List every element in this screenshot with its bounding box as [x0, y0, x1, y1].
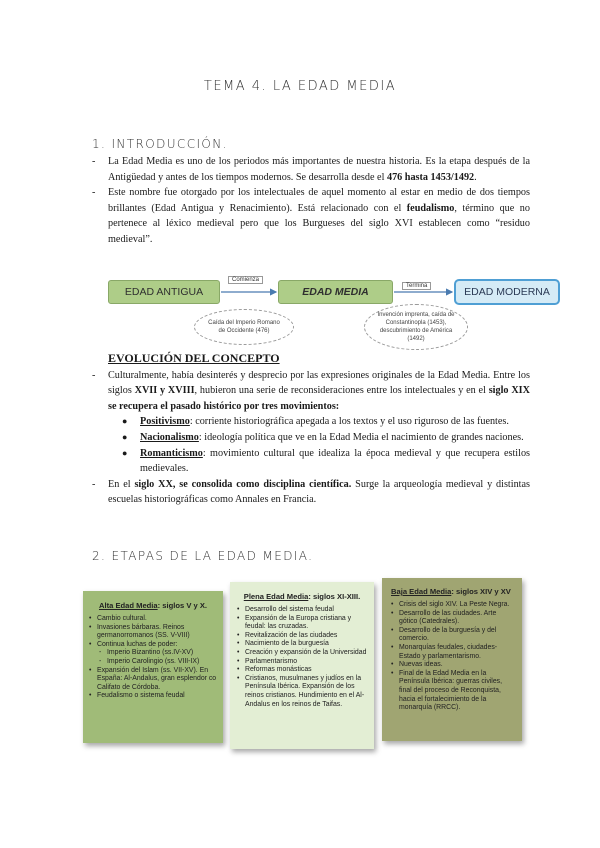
evolucion-paragraph-1	[92, 368, 530, 415]
dash-bullet: -	[92, 369, 96, 381]
panel-title-name: Alta Edad Media	[98, 601, 158, 610]
panel-item-text: Revitalización de las ciudades	[245, 631, 338, 639]
bullet-icon: •	[89, 623, 92, 631]
evolucion-section	[92, 351, 530, 508]
panel-title-suffix: : siglos XIV y XV	[451, 587, 511, 596]
bullet-icon: •	[237, 657, 240, 665]
panel-list-item	[89, 624, 217, 641]
edad-moderna-box: EDAD MODERNA	[454, 279, 560, 305]
panel-item-text: Desarrollo de la burguesía y del comercio.	[399, 626, 497, 643]
document-title: TEMA 4. LA EDAD MEDIA	[203, 79, 397, 94]
paragraph-text: Surge la arqueología medieval y distintas escuelas historiográficas como Annales en Francia.	[108, 478, 531, 506]
panel-list-item	[237, 615, 367, 632]
panel-list-item	[89, 641, 217, 650]
bullet-icon: •	[391, 643, 394, 651]
paragraph-text: En el	[108, 478, 135, 490]
panel-item-text: Desarrollo del sistema feudal	[245, 606, 334, 613]
bullet-dot-icon: ●	[122, 431, 128, 442]
panel-title-suffix: : siglos V y X.	[157, 601, 208, 610]
inicio-note	[194, 309, 294, 345]
panel-item-text: Cambio cultural.	[97, 615, 147, 622]
panel-item-text: Desarrollo de las ciudades. Arte gótico (Catedrales).	[399, 609, 497, 626]
paragraph-bold-text: siglo XX, se consolida como disciplina científica.	[134, 478, 352, 490]
panel-item-text: Feudalismo o sistema feudal	[97, 692, 185, 700]
panel-item-text: Expansión del Islam (ss. VII-XV). En España: Al-Andalus, gran esplendor co Califato de Córdoba.	[97, 666, 217, 691]
bullet-icon: •	[391, 669, 394, 677]
panel-item-text: Crisis del siglo XIV. La Peste Negra.	[399, 601, 510, 608]
movement-name: Romanticismo	[140, 447, 203, 459]
intro-paragraph-2	[92, 185, 530, 247]
panel-list-item	[89, 615, 217, 624]
panel-item-text: Nacimiento de la burguesía	[245, 640, 329, 648]
bullet-dot-icon: ●	[122, 447, 128, 458]
panel-title	[237, 592, 367, 601]
panel-list-item	[391, 644, 514, 661]
bullet-icon: •	[237, 606, 240, 613]
panel-list-item	[391, 610, 514, 627]
panel-list-item	[237, 649, 367, 658]
bullet-icon: •	[237, 631, 240, 639]
paragraph-text: Este nombre fue otorgado por los intelectuales de aquel momento al estar en medio de dos tiempos brillantes (Edad Antigua y Renacimiento). Está relacionado con el	[108, 187, 530, 214]
bullet-icon: -	[99, 657, 102, 665]
panel-list-item	[89, 649, 217, 658]
evolucion-paragraph-2	[92, 477, 530, 508]
bullet-icon: •	[89, 615, 92, 622]
bullet-icon: •	[237, 640, 240, 648]
panel-title-suffix: : siglos XI-XIII.	[308, 592, 361, 601]
movement-desc: : movimiento cultural que idealiza la época medieval y que recupera estilos medievales.	[140, 447, 530, 475]
panel-item-text: Continua luchas de poder:	[97, 640, 178, 648]
panel-list-item	[89, 658, 217, 667]
panel-item-text: Final de la Edad Media en la Península Ibérica: guerras civiles, final del proceso de Reconquista, hacia el fortalecimiento de la monarquía (RRCC).	[399, 669, 503, 712]
bullet-icon: •	[237, 666, 240, 674]
panel-item-text: Imperio Carolingio (ss. VIII-IX)	[107, 657, 200, 665]
comienza-label: Comienza	[228, 276, 263, 284]
bullet-icon: •	[391, 601, 394, 608]
panel-list-item	[391, 661, 514, 670]
panel-item-text: Expansión de la Europa cristiana y feudal: las cruzadas.	[245, 614, 352, 631]
panel-item-text: Creación y expansión de la Universidad	[245, 648, 367, 656]
panel-list-item	[391, 670, 514, 713]
evolucion-heading: EVOLUCIÓN DEL CONCEPTO	[108, 351, 280, 365]
paragraph-text: Culturalmente, había desinterés y desprecio por las expresiones originales de la Edad Media. Entre los siglos	[108, 369, 530, 397]
movement-name: Positivismo	[140, 416, 190, 428]
panel-title	[391, 587, 514, 596]
bullet-icon: •	[391, 661, 394, 669]
movement-item	[92, 446, 530, 477]
alta-edad-media-panel	[83, 591, 223, 743]
baja-edad-media-panel	[382, 578, 522, 741]
panel-list-item	[89, 692, 217, 701]
edad-media-box: EDAD MEDIA	[278, 280, 393, 304]
panel-item-text: Nuevas ideas.	[399, 661, 443, 669]
edad-antigua-box: EDAD ANTIGUA	[108, 280, 220, 304]
panel-list-item	[237, 632, 367, 641]
plena-edad-media-panel	[230, 582, 374, 749]
alta-list	[89, 615, 217, 701]
bullet-icon: •	[89, 666, 92, 674]
paragraph-text: .	[474, 171, 477, 183]
section-heading-etapas: 2. ETAPAS DE LA EDAD MEDIA.	[92, 549, 314, 563]
bullet-icon: •	[237, 614, 240, 622]
paragraph-text: , hubieron una serie de reconsideraciones entre los intelectuales y en el	[194, 385, 489, 397]
dash-bullet: -	[92, 478, 96, 490]
panel-list-item	[237, 675, 367, 709]
paragraph-text: , término que no pertenece al léxico medieval pero que los Burgueses del siglo XVI establecen como “residuo medieval”.	[108, 202, 530, 245]
intro-paragraph-1	[92, 154, 530, 185]
panel-list-item	[237, 666, 367, 675]
dash-bullet: -	[92, 187, 96, 199]
bullet-icon: •	[391, 609, 394, 617]
movement-desc: : ideología política que ve en la Edad Media el nacimiento de grandes naciones.	[198, 431, 524, 443]
panel-item-text: Imperio Bizantino (ss.IV-XV)	[107, 649, 194, 657]
paragraph-bold-text: XVII y XVIII	[134, 385, 195, 397]
panel-list-item	[237, 606, 367, 615]
panel-title-name: Baja Edad Media	[391, 587, 452, 596]
panel-list-item	[391, 601, 514, 610]
movement-item	[92, 414, 530, 430]
plena-list	[237, 606, 367, 709]
bullet-icon: •	[89, 640, 92, 648]
timeline-diagram	[108, 272, 562, 352]
fin-note-text: Invención imprenta, caída de Constantinopla (1453), descubrimiento de América (1492)	[377, 312, 455, 342]
bullet-icon: -	[99, 649, 102, 657]
panel-item-text: Invasiones bárbaras. Reinos germanorromanos (SS. V-VIII)	[97, 623, 190, 640]
paragraph-bold-text: siglo XIX se recupera el pasado histórico por tres movimientos:	[108, 385, 530, 412]
panel-item-text: Cristianos, musulmanes y judíos en la Península Ibérica. Expansión de los reinos cristianos. Hundimiento en el Al-Andalus en los reinos de Taifas.	[245, 674, 365, 708]
panel-list-item	[237, 658, 367, 667]
baja-list	[391, 601, 514, 713]
bullet-icon: •	[391, 626, 394, 634]
panel-item-text: Parlamentarismo	[245, 657, 298, 665]
bullet-icon: •	[89, 692, 92, 700]
movement-desc: : corriente historiográfica apegada a los textos y el uso riguroso de las fuentes.	[189, 416, 509, 428]
section-heading-introduccion: 1. INTRODUCCIÓN.	[92, 137, 228, 151]
inicio-note-text: Caída del Imperio Romano de Occidente (476)	[208, 320, 280, 334]
panel-item-text: Reformas monásticas	[245, 666, 312, 674]
movement-item	[92, 430, 530, 446]
termina-label: Termina	[402, 282, 431, 290]
movement-name: Nacionalismo	[140, 431, 199, 443]
paragraph-bold-text: feudalismo	[406, 202, 455, 214]
paragraph-bold-text: 476 hasta 1453/1492	[386, 171, 475, 183]
intro-paragraphs	[92, 154, 530, 248]
panel-item-text: Monarquías feudales, ciudades-Estado y parlamentarismo.	[399, 643, 498, 660]
panel-list-item	[89, 667, 217, 693]
paragraph-text: La Edad Media es uno de los periodos más importantes de nuestra historia. Es la etapa después de la Antigüedad y antes de los tiempos modernos. Se desarrolla desde el	[108, 156, 530, 183]
panel-list-item	[237, 640, 367, 649]
panel-title-name: Plena Edad Media	[243, 592, 309, 601]
bullet-icon: •	[237, 674, 240, 682]
bullet-icon: •	[237, 648, 240, 656]
panel-title	[89, 601, 217, 610]
fin-note	[364, 304, 468, 350]
panel-list-item	[391, 627, 514, 644]
dash-bullet: -	[92, 156, 96, 167]
bullet-dot-icon: ●	[122, 416, 128, 427]
